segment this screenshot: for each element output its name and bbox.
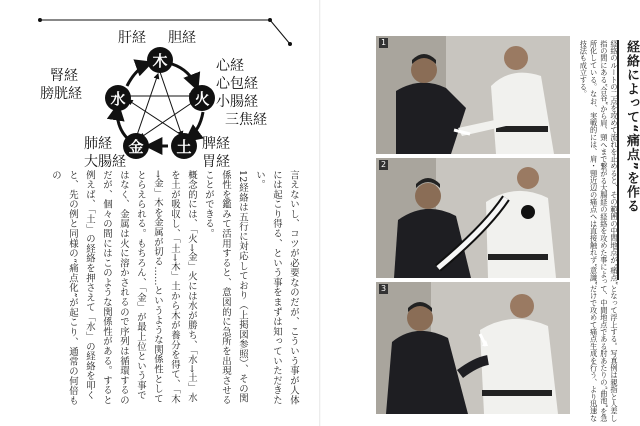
svg-text:土: 土: [176, 138, 192, 156]
decorative-top-line: [38, 18, 292, 46]
photo-1: [376, 36, 570, 154]
photo-3-illustration: [376, 282, 570, 414]
element-fire: [189, 85, 215, 111]
label-heart-meridian: 心経: [216, 58, 244, 74]
photo-number: 3: [381, 284, 387, 293]
right-page-body: 経絡のルートの二点を攻めて流れを止めると、その範囲の中間地点が“痛点”となって浮上する。写真例は親指と人差し指の間にある“合谷”から肩、頸へまで繋がる大腸経の経絡を攻めた事によって、中間地点である肘あたりの“曲池”を急所化している。なお、実戦的には、肩・頸近辺の痛点へは直接触れず“意識”だけで攻めて痛点生成を行う、より迅速な技法も成立する。: [579, 40, 619, 422]
label-spleen-meridian: 脾経: [202, 136, 230, 152]
label-triple-burner-meridian: 三焦経: [225, 112, 267, 128]
photo-3: [376, 282, 570, 414]
element-water: [105, 85, 131, 111]
photo-number: 2: [381, 160, 387, 169]
photo-number: 1: [381, 38, 387, 47]
element-wood: [147, 47, 173, 73]
label-large-intestine-meridian: 大腸経: [84, 154, 126, 170]
svg-text:火: 火: [194, 90, 210, 108]
element-earth: [171, 133, 197, 159]
label-stomach-meridian: 胃経: [202, 154, 230, 170]
element-metal: [123, 133, 149, 159]
label-bladder-meridian: 膀胱経: [40, 86, 82, 102]
five-elements-diagram: [0, 0, 320, 170]
photo-1-illustration: [376, 36, 570, 154]
photo-2-illustration: [376, 158, 570, 278]
label-liver-meridian: 肝経: [118, 30, 146, 46]
svg-text:金: 金: [128, 138, 144, 156]
svg-text:木: 木: [152, 52, 168, 70]
label-kidney-meridian: 腎経: [50, 68, 78, 84]
svg-text:水: 水: [110, 90, 126, 108]
paragraph: 概念的には、「火→金」火には水が勝ち、「水→土」水を土が吸収し、「土→木」土から木が養分を得て、「木→金」木を金属が切る……というような関係性としてとらえられる。もちろん、「金」が最上位という事ではなく、金属は火に溶かされるので序列は循環するのだが、個々の間にはこのような関係性がある。すると例えば、「土」の経絡を押さえて「水」の経絡を叩くと、先の例と同様の“痛点化”が起こり、通常の何倍もの: [50, 170, 197, 406]
paragraph: 12経絡は五行に対応しており（上掲図参照）、その関係性を鑑みて活用すると、意図的に急所を出現させることができる。: [203, 170, 248, 405]
controlling-star-lines: [126, 72, 196, 138]
label-gallbladder-meridian: 胆経: [168, 30, 196, 46]
left-body-text: [22, 170, 302, 410]
right-page-title: 経絡によって“痛点”を作る: [617, 40, 640, 280]
label-lung-meridian: 肺経: [84, 136, 112, 152]
paragraph: 言えないし、コツが必要なのだが、こういう事が人体には起こり得る、という事をまずは知っていただきたい。: [254, 170, 299, 405]
photo-2: [376, 158, 570, 278]
label-small-intestine-meridian: 小腸経: [216, 94, 258, 110]
label-pericardium-meridian: 心包経: [216, 76, 258, 92]
